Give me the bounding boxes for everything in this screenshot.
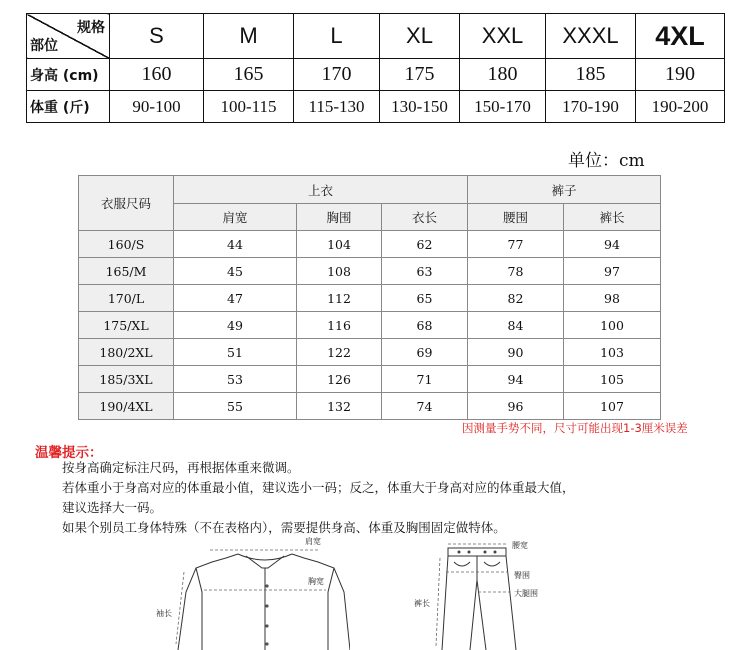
tips-title: 温馨提示： (35, 445, 103, 461)
measure-cell: 63 (382, 258, 468, 285)
measure-group-row (79, 176, 661, 204)
measure-table (78, 175, 661, 420)
measure-cell: 94 (564, 231, 661, 258)
measure-cell: 107 (564, 393, 661, 420)
measure-cell: 53 (174, 366, 297, 393)
column-header: 衣长 (382, 204, 468, 231)
weight-cell: 130-150 (380, 91, 460, 123)
measure-cell: 68 (382, 312, 468, 339)
measure-cell: 122 (297, 339, 382, 366)
column-header: 腰围 (468, 204, 564, 231)
measure-cell: 112 (297, 285, 382, 312)
size-4xl: 4XL (636, 14, 725, 59)
pants-hip-label: 臀围 (514, 571, 530, 580)
height-cell: 170 (294, 59, 380, 91)
size-s: S (110, 14, 204, 59)
measure-cell: 47 (174, 285, 297, 312)
measure-cell: 103 (564, 339, 661, 366)
height-cell: 165 (204, 59, 294, 91)
column-header: 肩宽 (174, 204, 297, 231)
weight-cell: 90-100 (110, 91, 204, 123)
size-code-cell: 185/3XL (79, 366, 174, 393)
measure-cell: 49 (174, 312, 297, 339)
measure-cell: 126 (297, 366, 382, 393)
measure-cell: 84 (468, 312, 564, 339)
measure-cell: 69 (382, 339, 468, 366)
weight-row (27, 91, 725, 123)
height-cell: 175 (380, 59, 460, 91)
size-xl: XL (380, 14, 460, 59)
measure-cell: 116 (297, 312, 382, 339)
size-code-cell: 170/L (79, 285, 174, 312)
measure-cell: 55 (174, 393, 297, 420)
height-label: 身高 (cm) (27, 59, 110, 91)
column-header: 裤长 (564, 204, 661, 231)
size-code-cell: 160/S (79, 231, 174, 258)
pants-group-header: 裤子 (468, 176, 661, 204)
measure-cell: 108 (297, 258, 382, 285)
size-m: M (204, 14, 294, 59)
weight-cell: 150-170 (460, 91, 546, 123)
measure-cell: 100 (564, 312, 661, 339)
corner-top-label: 规格 (77, 20, 105, 36)
measure-body (79, 231, 661, 420)
tip-line: 若体重小于身高对应的体重最小值，建议选小一码；反之，体重大于身高对应的体重最大值， (62, 480, 575, 495)
measure-cell: 74 (382, 393, 468, 420)
measure-cell: 90 (468, 339, 564, 366)
measure-cell: 78 (468, 258, 564, 285)
unit-label: 单位：cm (568, 151, 645, 171)
table-row (79, 285, 661, 312)
table-row (79, 312, 661, 339)
measure-cell: 62 (382, 231, 468, 258)
corner-bottom-label: 部位 (30, 38, 58, 54)
column-header: 胸围 (297, 204, 382, 231)
pants-thigh-label: 大腿围 (514, 589, 538, 598)
height-row (27, 59, 725, 91)
shirt-sleeve-label: 袖长 (156, 609, 172, 618)
pants-waist-label: 腰宽 (512, 541, 528, 550)
tip-line: 建议选择大一码。 (62, 500, 163, 515)
measure-cell: 94 (468, 366, 564, 393)
measure-cell: 82 (468, 285, 564, 312)
measure-cell: 65 (382, 285, 468, 312)
weight-label: 体重 (斤) (27, 91, 110, 123)
shirt-chest-label: 胸宽 (308, 577, 324, 586)
tip-line: 如果个别员工身体特殊（不在表格内），需要提供身高、体重及胸围固定做特体。 (62, 520, 506, 535)
measure-cell: 44 (174, 231, 297, 258)
table-row (79, 366, 661, 393)
shirt-shoulder-label: 肩宽 (305, 537, 321, 546)
table-row (79, 258, 661, 285)
size-header-row (27, 14, 725, 59)
size-code-cell: 175/XL (79, 312, 174, 339)
height-cell: 190 (636, 59, 725, 91)
measure-row-header: 衣服尺码 (79, 176, 174, 231)
weight-cell: 115-130 (294, 91, 380, 123)
top-group-header: 上衣 (174, 176, 468, 204)
height-cell: 185 (546, 59, 636, 91)
weight-cell: 100-115 (204, 91, 294, 123)
table-row (79, 339, 661, 366)
shirt-diagram (150, 532, 350, 650)
measure-cell: 45 (174, 258, 297, 285)
size-code-cell: 190/4XL (79, 393, 174, 420)
pants-length-label: 裤长 (414, 599, 430, 608)
height-cell: 180 (460, 59, 546, 91)
measure-cell: 98 (564, 285, 661, 312)
table-row (79, 231, 661, 258)
pants-diagram (412, 536, 552, 650)
weight-cell: 170-190 (546, 91, 636, 123)
measure-cell: 96 (468, 393, 564, 420)
measure-cell: 104 (297, 231, 382, 258)
tip-line: 按身高确定标注尺码，再根据体重来微调。 (62, 460, 300, 475)
tips-list (62, 458, 575, 538)
measure-cell: 77 (468, 231, 564, 258)
size-xxl: XXL (460, 14, 546, 59)
corner-cell (27, 14, 110, 59)
weight-cell: 190-200 (636, 91, 725, 123)
table-row (79, 393, 661, 420)
size-code-cell: 165/M (79, 258, 174, 285)
size-table (26, 13, 725, 123)
size-l: L (294, 14, 380, 59)
measure-cell: 132 (297, 393, 382, 420)
height-cell: 160 (110, 59, 204, 91)
size-xxxl: XXXL (546, 14, 636, 59)
measure-cell: 51 (174, 339, 297, 366)
size-code-cell: 180/2XL (79, 339, 174, 366)
measure-note: 因测量手势不同，尺寸可能出现1-3厘米误差 (462, 421, 688, 435)
measure-cell: 105 (564, 366, 661, 393)
measure-cell: 71 (382, 366, 468, 393)
measure-cell: 97 (564, 258, 661, 285)
